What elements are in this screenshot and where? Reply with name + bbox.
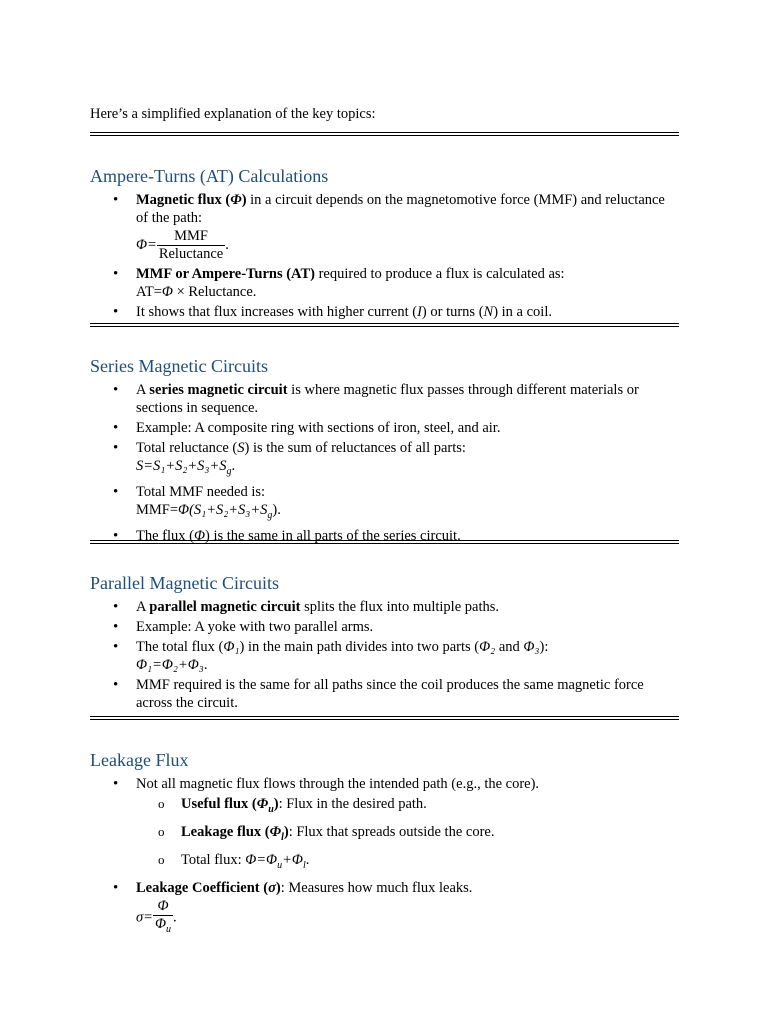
list-item: • Example: A yoke with two parallel arms.	[90, 618, 679, 636]
list-item: • The flux (Φ) is the same in all parts of the series circuit.	[90, 527, 679, 545]
ampere-turns-list	[90, 191, 679, 323]
list-item: • Not all magnetic flux flows through the intended path (e.g., the core). o Useful flux $(\Phi_u)$: Flux in the desired path. o Leakage flux $(\Phi_l)$: Flux that spreads outside the core. o Total flux: $\Phi=\Phi_u+\Phi_l$.	[90, 775, 679, 875]
list-item: • Leakage Coefficient (σ): Measures how much flux leaks. σ= $\frac{\Phi}{\Phi_u}$ .	[90, 879, 679, 938]
list-item: • A parallel magnetic circuit splits the flux into multiple paths.	[90, 598, 679, 616]
section-divider	[90, 323, 679, 327]
heading-leakage-flux: Leakage Flux	[90, 750, 189, 770]
intro-text: Here’s a simplified explanation of the key topics:	[90, 106, 376, 122]
series-list	[90, 381, 679, 547]
formula-mmf: $MMF=\Phi(S_1+S_2+S_3+S_g)$.	[136, 501, 281, 521]
leakage-list	[90, 775, 679, 940]
list-item: • Magnetic flux (Φ) in a circuit depends on the magnetomotive force (MMF) and reluctance of the path: Φ= $\frac{\text{MMF}}{\text{Reluctance}}$ .	[90, 191, 679, 263]
sub-list-item: o Total flux: $\Phi=\Phi_u+\Phi_l$.	[136, 851, 679, 875]
formula-leakage-coefficient: σ= $\frac{\Phi}{\Phi_u}$ .	[136, 897, 177, 935]
list-item: • MMF or Ampere-Turns (AT) required to produce a flux is calculated as: AT=Φ × Reluctance.	[90, 265, 679, 301]
parallel-list	[90, 598, 679, 714]
heading-parallel-circuits: Parallel Magnetic Circuits	[90, 573, 279, 593]
formula-reluctance: $S=S_1+S_2+S_3+S_g$.	[136, 458, 236, 477]
list-item: • Total MMF needed is: $MMF=\Phi(S_1+S_2+S_3+S_g)$.	[90, 483, 679, 525]
list-item: • MMF required is the same for all paths since the coil produces the same magnetic force across the circuit.	[90, 676, 679, 712]
list-item: • It shows that flux increases with higher current (I) or turns (N) in a coil.	[90, 303, 679, 321]
formula-parallel-flux: Φ₁=Φ₂+Φ₃.	[136, 657, 208, 673]
list-item: • Example: A composite ring with sections of iron, steel, and air.	[90, 419, 679, 437]
list-item: • Total reluctance (S) is the sum of reluctances of all parts: $S=S_1+S_2+S_3+S_g$.	[90, 439, 679, 481]
formula-at: AT=Φ × Reluctance.	[136, 284, 257, 300]
sub-list-item: o Leakage flux $(\Phi_l)$: Flux that spreads outside the core.	[136, 823, 679, 847]
formula-flux: Φ= $\frac{\text{MMF}}{\text{Reluctance}}$ .	[136, 228, 229, 262]
sub-list-item: o Useful flux $(\Phi_u)$: Flux in the desired path.	[136, 795, 679, 819]
heading-series-circuits: Series Magnetic Circuits	[90, 356, 268, 376]
list-item: • The total flux (Φ₁) in the main path divides into two parts (Φ₂ and Φ₃): Φ₁=Φ₂+Φ₃.	[90, 638, 679, 674]
section-divider	[90, 132, 679, 136]
leakage-sublist	[136, 795, 679, 875]
section-divider	[90, 716, 679, 720]
section-divider	[90, 540, 679, 544]
heading-ampere-turns: Ampere-Turns (AT) Calculations	[90, 166, 329, 186]
list-item: • A series magnetic circuit is where magnetic flux passes through different materials or sections in sequence.	[90, 381, 679, 417]
